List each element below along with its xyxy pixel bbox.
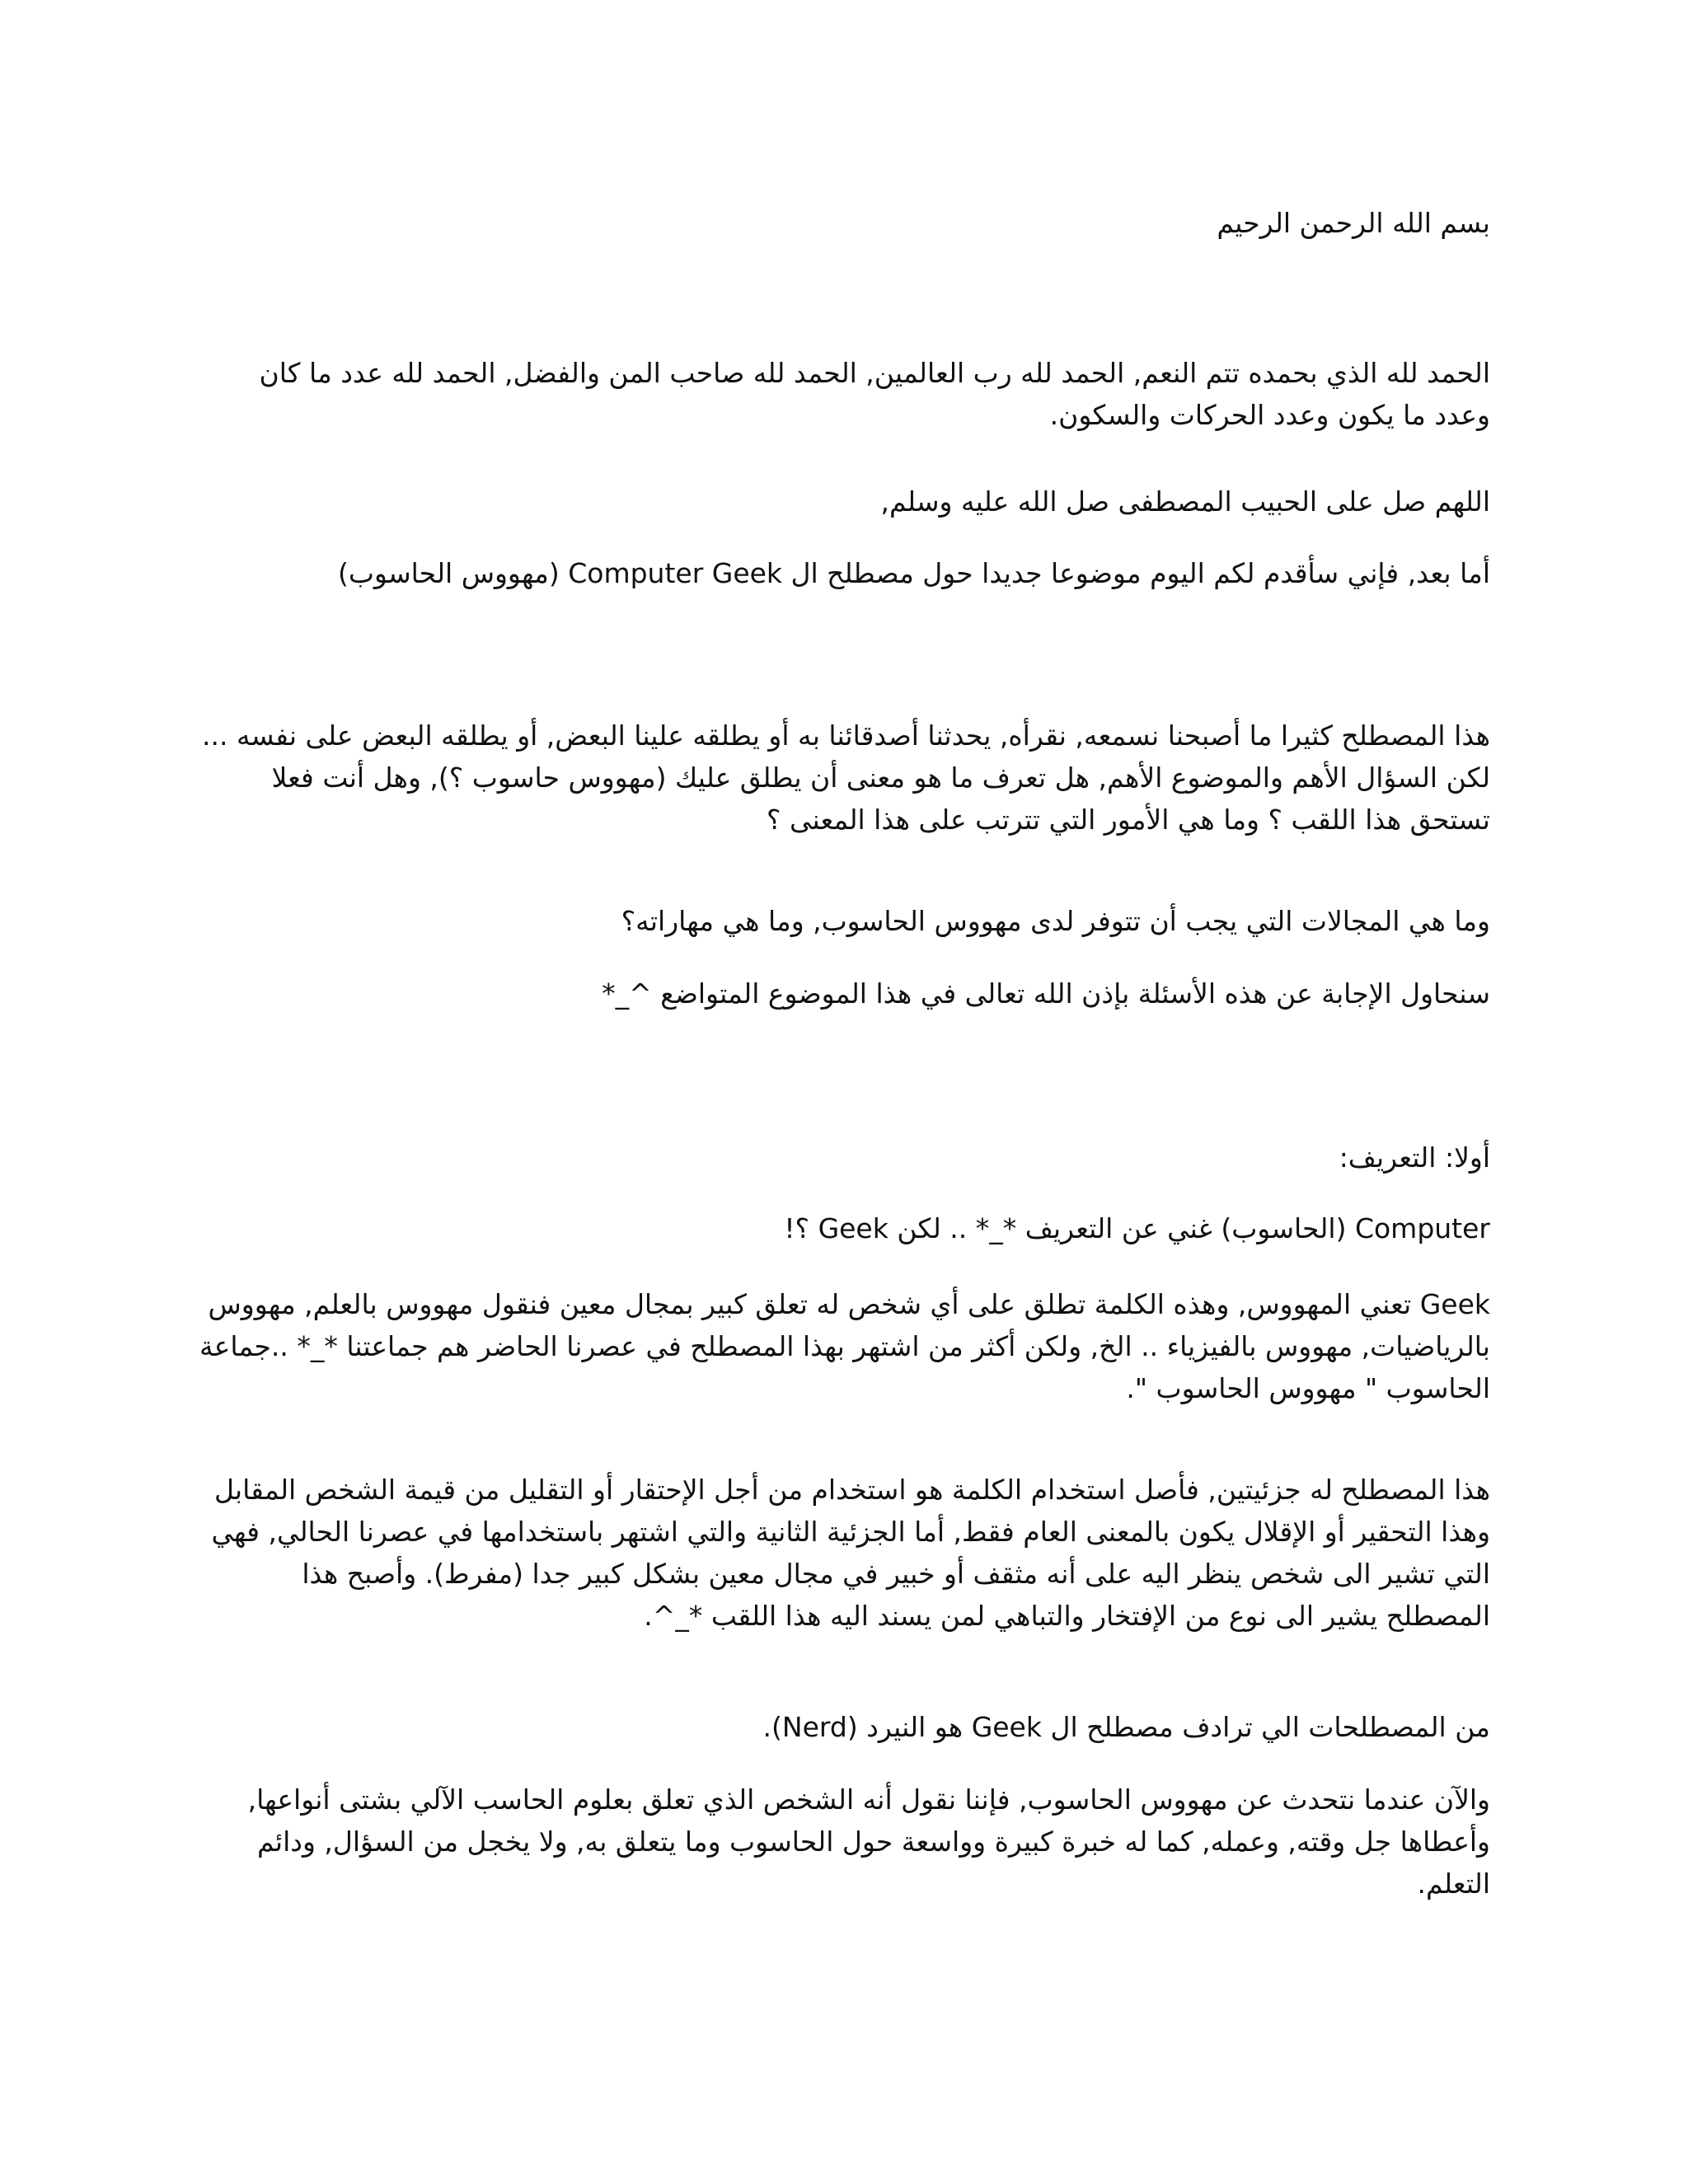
paragraph-fields-question: وما هي المجالات التي يجب أن تتوفر لدى مهووس الحاسوب, وما هي مهاراته؟ [621,905,1490,937]
definition-heading-block [198,1137,1490,1179]
hamd-block [198,352,1490,436]
paragraph-geek-def: Geek تعني المهووس, وهذه الكلمة تطلق على أي شخص له تعلق كبير بمجال معين فنقول مهووس بالعلم, مهووس بالرياضيات, مهووس بالفيزياء .. الخ, ولكن أكثر من اشتهر بهذا المصطلح في عصرنا الحاضر هم جماعتنا *_* ..جماعة الحاسوب " مهووس الحاسوب ". [199,1288,1490,1404]
salat-block [198,480,1490,523]
paragraph-answer-intent: سنحاول الإجابة عن هذه الأسئلة بإذن الله تعالى في هذا الموضوع المتواضع ^_* [602,977,1490,1010]
fields-question-block [198,900,1490,942]
paragraph-now-talking: والآن عندما نتحدث عن مهووس الحاسوب, فإننا نقول أنه الشخص الذي تعلق بعلوم الحاسب الآلي بشتى أنواعها, وأعطاها جل وقته, وعمله, كما له خبرة كبيرة وواسعة حول الحاسوب وما يتعلق به, ولا يخجل من السؤال, ودائم التعلم. [247,1783,1490,1900]
paragraph-salat: اللهم صل على الحبيب المصطفى صل الله عليه وسلم, [880,485,1490,518]
synonym-block [198,1706,1490,1748]
paragraph-hamd: الحمد لله الذي بحمده تتم النعم, الحمد لله رب العالمين, الحمد لله صاحب المن والفضل, الحمد لله عدد ما كان وعدد ما يكون وعدد الحركات والسكون. [259,357,1490,431]
intro-block [198,552,1490,594]
paragraph-computer-def: Computer (الحاسوب) غني عن التعريف *_* .. لكن Geek ؟! [784,1212,1490,1244]
term-questions-block [198,715,1490,841]
answer-intent-block [198,972,1490,1015]
paragraph-intro: أما بعد, فإني سأقدم لكم اليوم موضوعا جديدا حول مصطلح ال Computer Geek (مهووس الحاسوب) [337,557,1490,589]
basmala-block [198,202,1490,244]
two-parts-block [198,1469,1490,1637]
paragraph-two-parts: هذا المصطلح له جزئيتين, فأصل استخدام الكلمة هو استخدام من أجل الإحتقار أو التقليل من قيمة الشخص المقابل وهذا التحقير أو الإقلال يكون بالمعنى العام فقط, أما الجزئية الثانية والتي اشتهر باستخدامها في عصرنا الحالي, فهي التي تشير الى شخص ينظر اليه على أنه مثقف أو خبير في مجال معين بشكل كبير جدا (مفرط). وأصبح هذا المصطلح يشير الى نوع من الإفتخار والتباهي لمن يسند اليه هذا اللقب *_^. [211,1474,1490,1632]
geek-def-block [198,1283,1490,1409]
paragraph-synonym: من المصطلحات الي ترادف مصطلح ال Geek هو النيرد (Nerd). [762,1711,1490,1743]
paragraph-term-questions: هذا المصطلح كثيرا ما أصبحنا نسمعه, نقرأه, يحدثنا أصدقائنا به أو يطلقه علينا البعض, أو يطلقه البعض على نفسه ... لكن السؤال الأهم والموضوع الأهم, هل تعرف ما هو معنى أن يطلق عليك (مهووس حاسوب ؟), وهل أنت فعلا تستحق هذا اللقب ؟ وما هي الأمور التي تترتب على هذا المعنى ؟ [202,719,1490,836]
now-talking-block [198,1779,1490,1905]
basmala: بسم الله الرحمن الرحيم [1217,207,1490,239]
definition-heading: أولا: التعريف: [1339,1141,1490,1174]
computer-def-block [198,1207,1490,1249]
